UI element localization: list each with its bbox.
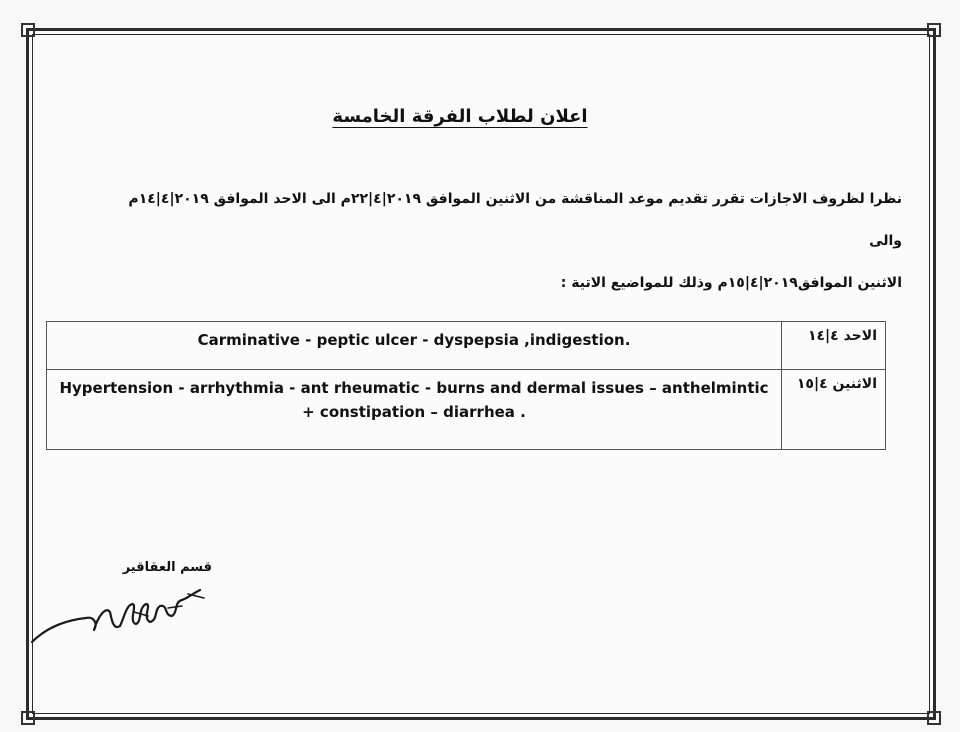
- announcement-line: الاثنين الموافق٢٠١٩|٤|١٥م وذلك للمواضيع الاتية :: [560, 275, 902, 291]
- announcement-body: [102, 178, 902, 304]
- day-cell: الاثنين ٤|١٥: [782, 370, 886, 450]
- table-row: [47, 370, 886, 450]
- announcement-line: نظرا لظروف الاجازات تقرر تقديم موعد المناقشة من الاثنين الموافق ٢٠١٩|٤|٢٢م الى الاحد الموافق ٢٠١٩|٤|١٤م والى: [128, 191, 902, 249]
- signature-graphic: [28, 582, 218, 652]
- day-cell: الاحد ٤|١٤: [782, 322, 886, 370]
- schedule-table: [46, 321, 886, 450]
- frame-corner-ornament: [21, 23, 35, 37]
- frame-corner-ornament: [927, 23, 941, 37]
- frame-corner-ornament: [927, 711, 941, 725]
- frame-corner-ornament: [21, 711, 35, 725]
- table-row: [47, 322, 886, 370]
- announcement-title: اعلان لطلاب الفرقة الخامسة: [332, 106, 588, 127]
- department-name: قسم العقاقير: [122, 560, 212, 575]
- topics-cell: Hypertension - arrhythmia - ant rheumatic - burns and dermal issues – anthelmintic + constipation – diarrhea .: [47, 370, 782, 450]
- topics-cell: Carminative - peptic ulcer - dyspepsia ,indigestion.: [47, 322, 782, 370]
